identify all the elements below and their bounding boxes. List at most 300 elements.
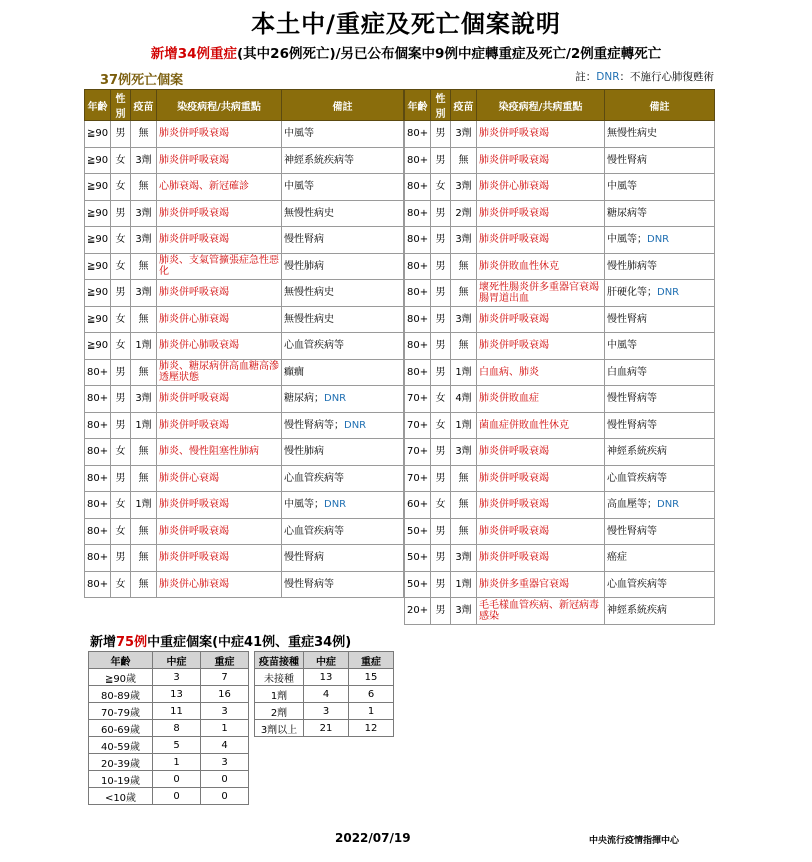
count-cell: 8 [153,720,201,737]
sex-cell: 男 [431,121,451,148]
subtitle-rest: (其中26例死亡)/另已公布個案中9例中症轉重症及死亡/2例重症轉死亡 [237,46,662,62]
vaccine-cell: 無 [131,545,157,572]
dnr-label: DNR [657,499,680,511]
remark-text: 無慢性病史 [284,287,334,299]
cause-cell: 肺炎、支氣管擴張症急性惡化 [157,253,282,280]
dnr-label: DNR [657,287,680,299]
cause-cell: 肺炎併呼吸衰竭 [477,147,605,174]
cause-cell: 肺炎併呼吸衰竭 [157,227,282,254]
vaccine-cell: 3劑 [451,545,477,572]
remark-text: 中風等 [284,128,314,140]
remark-cell [282,545,404,572]
count-cell: 12 [349,720,394,737]
sex-cell: 男 [431,306,451,333]
remark-cell [282,306,404,333]
note-suffix: ：不施行心肺復甦術 [619,71,714,83]
vaccine-cell: 1劑 [451,571,477,598]
remark-text: 無慢性病史 [284,313,334,325]
count-cell: 5 [153,737,201,754]
remark-cell [282,227,404,254]
sex-cell: 女 [111,518,131,545]
sex-cell: 男 [111,280,131,307]
column-header: 染疫病程/共病重點 [477,90,605,121]
table-row [405,598,715,625]
sex-cell: 女 [111,253,131,280]
remark-cell [605,333,715,360]
remark-cell [605,253,715,280]
table-row [405,439,715,466]
vaccine-cell: 無 [131,174,157,201]
table-row [405,412,715,439]
cause-cell: 肺炎併呼吸衰竭 [157,386,282,413]
vaccine-cell: 無 [131,121,157,148]
remark-text: 高血壓等； [607,499,657,511]
age-cell: 80+ [405,121,431,148]
vaccine-cell: 無 [131,306,157,333]
dnr-note [575,69,714,84]
remark-text: 中風等 [607,340,637,352]
vaccine-cell: 3劑 [131,200,157,227]
cause-cell: 肺炎併心肺吸衰竭 [157,333,282,360]
age-cell: 70+ [405,412,431,439]
column-header: 重症 [201,652,249,669]
age-cell: 70+ [405,386,431,413]
page-title: 本土中/重症及死亡個案說明 [251,10,561,38]
table-row [85,492,404,519]
table-row [405,253,715,280]
count-cell: 3 [201,703,249,720]
dnr-label: DNR [324,499,347,511]
table-row [405,571,715,598]
vaccine-cell: 無 [451,492,477,519]
remark-cell [282,121,404,148]
cause-cell: 肺炎併多重器官衰竭 [477,571,605,598]
age-cell: 80+ [85,518,111,545]
subtitle-highlight: 新增34例重症 [150,46,237,62]
vaccine-cell: 3劑 [451,227,477,254]
cause-cell: 肺炎併呼吸衰竭 [477,518,605,545]
sex-cell: 男 [111,545,131,572]
remark-cell [605,306,715,333]
vaccine-cell: 1劑 [451,412,477,439]
sex-cell: 女 [111,492,131,519]
age-cell: 80+ [85,492,111,519]
table-row [85,306,404,333]
cause-cell: 肺炎併心肺衰竭 [477,174,605,201]
table-row [85,545,404,572]
sex-cell: 男 [111,359,131,386]
sex-cell: 男 [431,518,451,545]
row-label: 2劑 [255,703,304,720]
remark-text: 慢性腎病等 [607,525,657,537]
count-cell: 0 [201,771,249,788]
remark-cell [605,386,715,413]
cause-cell: 毛毛樣血管疾病、新冠病毒感染 [477,598,605,625]
row-label: 10-19歲 [89,771,153,788]
age-cell: 80+ [405,147,431,174]
column-header: 備註 [605,90,715,121]
sex-cell: 男 [431,253,451,280]
sex-cell: 男 [111,200,131,227]
remark-cell [605,359,715,386]
remark-text: 心血管疾病等 [284,525,344,537]
vaccine-cell: 無 [451,465,477,492]
table-row [85,439,404,466]
remark-text: 中風等； [607,234,647,246]
table-row [85,359,404,386]
remark-text: 慢性腎病等； [284,419,344,431]
empty-cell [131,598,157,624]
severe-heading [90,631,351,650]
remark-cell [605,545,715,572]
table-row [405,306,715,333]
remark-text: 中風等 [284,181,314,193]
note-dnr: DNR [596,71,620,83]
sex-cell: 男 [431,359,451,386]
cause-cell: 肺炎併呼吸衰竭 [477,545,605,572]
sex-cell: 男 [431,598,451,625]
severe-heading-prefix: 新增 [90,635,117,650]
note-prefix: 註： [575,71,597,83]
severe-by-vaccine-table [254,651,394,737]
vaccine-cell: 4劑 [451,386,477,413]
dnr-label: DNR [324,393,347,405]
count-cell: 16 [201,686,249,703]
sex-cell: 男 [111,465,131,492]
table-row [89,788,249,805]
remark-cell [282,439,404,466]
age-cell: 80+ [405,174,431,201]
remark-cell [605,412,715,439]
vaccine-cell: 3劑 [451,306,477,333]
age-cell: 80+ [85,465,111,492]
deaths-heading: 37例死亡個案 [100,73,184,88]
table-row [405,333,715,360]
table-row [85,280,404,307]
count-cell: 1 [153,754,201,771]
cause-cell: 肺炎併敗血症 [477,386,605,413]
empty-cell [85,598,111,624]
sex-cell: 男 [431,227,451,254]
row-label: 20-39歲 [89,754,153,771]
cause-cell: 肺炎併呼吸衰竭 [157,147,282,174]
cause-cell: 肺炎併呼吸衰竭 [477,227,605,254]
table-row [85,227,404,254]
vaccine-cell: 無 [451,518,477,545]
age-cell: 80+ [85,571,111,598]
vaccine-cell: 3劑 [131,280,157,307]
table-row [85,333,404,360]
remark-text: 神經系統疾病等 [284,154,354,166]
table-row [405,227,715,254]
remark-cell [282,280,404,307]
table-row [85,412,404,439]
cause-cell: 肺炎、慢性阻塞性肺病 [157,439,282,466]
age-cell: ≧90 [85,227,111,254]
cause-cell: 白血病、肺炎 [477,359,605,386]
table-row [405,545,715,572]
remark-text: 慢性肺病 [284,260,324,272]
empty-cell [111,598,131,624]
cause-cell: 肺炎併心肺衰竭 [157,306,282,333]
column-header: 年齡 [89,652,153,669]
remark-text: 糖尿病等 [607,207,647,219]
count-cell: 0 [153,788,201,805]
vaccine-cell: 3劑 [451,598,477,625]
agency-name: 中央流行疫情指揮中心 [589,836,680,846]
sex-cell: 女 [111,333,131,360]
age-cell: 80+ [85,412,111,439]
table-row [85,200,404,227]
row-label: 80-89歲 [89,686,153,703]
sex-cell: 女 [111,439,131,466]
remark-text: 中風等； [284,499,324,511]
age-cell: 80+ [405,306,431,333]
column-header: 年齡 [85,90,111,121]
remark-cell [605,465,715,492]
dnr-label: DNR [344,419,367,431]
remark-text: 中風等 [607,181,637,193]
age-cell: 80+ [85,386,111,413]
remark-cell [282,518,404,545]
severe-heading-suffix: 中重症個案(中症41例、重症34例) [147,635,352,650]
vaccine-cell: 無 [451,253,477,280]
age-cell: ≧90 [85,280,111,307]
remark-cell [282,571,404,598]
column-header: 重症 [349,652,394,669]
age-cell: 80+ [85,359,111,386]
column-header: 年齡 [405,90,431,121]
remark-cell [282,253,404,280]
remark-cell [605,598,715,625]
row-label: 70-79歲 [89,703,153,720]
table-row [405,280,715,307]
remark-cell [605,227,715,254]
age-cell: 80+ [405,359,431,386]
remark-text: 心血管疾病等 [284,340,344,352]
table-row [405,465,715,492]
remark-text: 神經系統疾病 [607,446,667,458]
vaccine-cell: 3劑 [451,439,477,466]
cause-cell: 菌血症併敗血性休克 [477,412,605,439]
vaccine-cell: 2劑 [451,200,477,227]
remark-cell [605,147,715,174]
sex-cell: 男 [111,412,131,439]
column-header: 疫苗接種 [255,652,304,669]
deaths-table-header [405,90,715,121]
age-cell: 80+ [85,439,111,466]
remark-text: 慢性肺病 [284,446,324,458]
remark-text: 無慢性病史 [607,128,657,140]
vaccine-cell: 無 [451,147,477,174]
vaccine-cell: 無 [131,465,157,492]
cause-cell: 肺炎併呼吸衰竭 [157,280,282,307]
age-cell: 80+ [85,545,111,572]
remark-text: 慢性腎病等 [607,419,657,431]
table-row [85,465,404,492]
count-cell: 13 [153,686,201,703]
table-row [405,492,715,519]
table-row [85,386,404,413]
remark-cell [605,492,715,519]
cause-cell: 肺炎、糖尿病併高血糖高滲透壓狀態 [157,359,282,386]
remark-cell [605,439,715,466]
remark-cell [605,280,715,307]
vaccine-cell: 無 [451,333,477,360]
cause-cell: 肺炎併呼吸衰竭 [157,412,282,439]
vaccine-cell: 無 [131,253,157,280]
age-cell: 20+ [405,598,431,625]
sex-cell: 女 [111,306,131,333]
remark-text: 慢性腎病 [284,552,324,564]
remark-text: 慢性腎病等 [607,393,657,405]
table-row [255,669,394,686]
age-table-header [89,652,249,669]
remark-text: 慢性腎病 [284,234,324,246]
table-row [89,703,249,720]
count-cell: 11 [153,703,201,720]
table-row [405,174,715,201]
remark-cell [605,174,715,201]
table-row [85,518,404,545]
table-row [405,147,715,174]
table-row [405,200,715,227]
vaccine-cell: 1劑 [131,492,157,519]
remark-text: 肝硬化等； [607,287,657,299]
empty-cell [157,598,282,624]
cause-cell: 肺炎併呼吸衰竭 [157,545,282,572]
remark-cell [282,412,404,439]
severe-count: 75例 [116,635,148,650]
age-cell: ≧90 [85,253,111,280]
remark-text: 慢性腎病等 [284,578,334,590]
cause-cell: 肺炎併呼吸衰竭 [477,121,605,148]
table-row [89,754,249,771]
deaths-table-left [84,89,404,624]
column-header: 性別 [431,90,451,121]
remark-cell [605,121,715,148]
sex-cell: 男 [111,386,131,413]
age-cell: 60+ [405,492,431,519]
remark-cell [282,200,404,227]
cause-cell: 壞死性腸炎併多重器官衰竭腸胃道出血 [477,280,605,307]
remark-text: 心血管疾病等 [607,578,667,590]
age-cell: ≧90 [85,333,111,360]
remark-cell [282,359,404,386]
count-cell: 3 [201,754,249,771]
column-header: 性別 [111,90,131,121]
vaccine-cell: 3劑 [451,174,477,201]
age-cell: ≧90 [85,121,111,148]
sex-cell: 男 [431,333,451,360]
table-row [255,703,394,720]
table-row [85,121,404,148]
table-row [89,720,249,737]
age-cell: ≧90 [85,306,111,333]
column-header: 染疫病程/共病重點 [157,90,282,121]
table-row [405,359,715,386]
cause-cell: 肺炎併呼吸衰竭 [477,200,605,227]
deaths-table-header [85,90,404,121]
row-label: 40-59歲 [89,737,153,754]
sex-cell: 男 [431,200,451,227]
vaccine-table-header [255,652,394,669]
table-row [405,518,715,545]
cause-cell: 心肺衰竭、新冠確診 [157,174,282,201]
vaccine-cell: 無 [131,359,157,386]
column-header: 中症 [304,652,349,669]
remark-cell [282,386,404,413]
table-row [85,174,404,201]
table-row [405,386,715,413]
age-cell: 70+ [405,465,431,492]
remark-cell [282,492,404,519]
sex-cell: 女 [431,386,451,413]
count-cell: 4 [201,737,249,754]
count-cell: 3 [153,669,201,686]
vaccine-cell: 無 [131,518,157,545]
table-row [89,669,249,686]
cause-cell: 肺炎併呼吸衰竭 [477,492,605,519]
count-cell: 0 [153,771,201,788]
sex-cell: 女 [431,412,451,439]
cause-cell: 肺炎併呼吸衰竭 [157,200,282,227]
vaccine-cell: 無 [131,571,157,598]
vaccine-cell: 無 [131,439,157,466]
sex-cell: 女 [431,174,451,201]
count-cell: 13 [304,669,349,686]
table-row [89,771,249,788]
age-cell: 50+ [405,545,431,572]
remark-text: 白血病等 [607,366,647,378]
remark-text: 慢性腎病 [607,154,647,166]
remark-cell [605,571,715,598]
vaccine-cell: 1劑 [131,412,157,439]
cause-cell: 肺炎併呼吸衰竭 [157,121,282,148]
cause-cell: 肺炎併敗血性休克 [477,253,605,280]
count-cell: 3 [304,703,349,720]
row-label: 3劑以上 [255,720,304,737]
vaccine-cell: 3劑 [131,147,157,174]
report-date: 2022/07/19 [335,831,411,845]
age-cell: 80+ [405,253,431,280]
count-cell: 6 [349,686,394,703]
empty-cell [282,598,404,624]
age-cell: 50+ [405,518,431,545]
deaths-table-right [404,89,715,625]
row-label: 60-69歲 [89,720,153,737]
count-cell: 15 [349,669,394,686]
vaccine-cell: 3劑 [131,227,157,254]
table-row [255,720,394,737]
vaccine-cell: 無 [451,280,477,307]
age-cell: 80+ [405,280,431,307]
count-cell: 1 [201,720,249,737]
age-cell: ≧90 [85,174,111,201]
remark-text: 心血管疾病等 [284,472,344,484]
age-cell: ≧90 [85,147,111,174]
table-row [85,147,404,174]
sex-cell: 男 [431,545,451,572]
vaccine-cell: 3劑 [451,121,477,148]
cause-cell: 肺炎併呼吸衰竭 [157,492,282,519]
vaccine-cell: 1劑 [451,359,477,386]
remark-text: 慢性腎病 [607,313,647,325]
remark-text: 癌症 [607,552,627,564]
sex-cell: 女 [431,492,451,519]
column-header: 疫苗 [131,90,157,121]
dnr-label: DNR [647,234,670,246]
